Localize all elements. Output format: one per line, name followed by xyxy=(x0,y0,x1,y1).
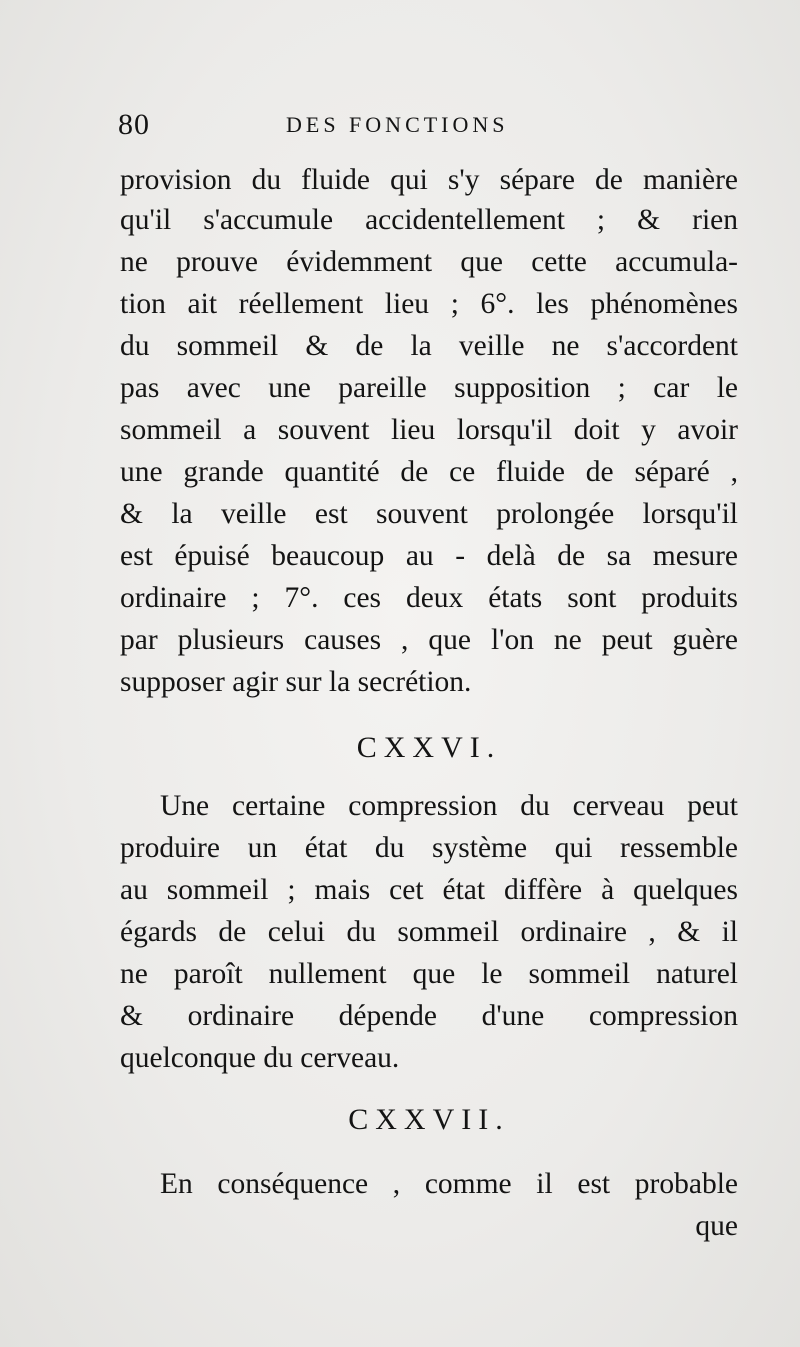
text-line: qu'il s'accumule accidentellement ; & rien xyxy=(120,204,738,236)
text-line: une grande quantité de ce fluide de séparé , xyxy=(120,456,738,488)
text-line: ne prouve évidemment que cette accumula- xyxy=(120,246,738,278)
text-line: quelconque du cerveau. xyxy=(120,1042,400,1074)
text-line: est épuisé beaucoup au - delà de sa mesure xyxy=(120,540,738,572)
text-line: En conséquence , comme il est probable xyxy=(160,1168,738,1200)
text-line: & la veille est souvent prolongée lorsqu'il xyxy=(120,498,738,530)
text-line: égards de celui du sommeil ordinaire , & il xyxy=(120,916,738,948)
text-line: ordinaire ; 7°. ces deux états sont produits xyxy=(120,582,738,614)
text-line: du sommeil & de la veille ne s'accordent xyxy=(120,330,738,362)
text-line: tion ait réellement lieu ; 6°. les phénomènes xyxy=(120,288,738,320)
text-line: au sommeil ; mais cet état diffère à quelques xyxy=(120,874,738,906)
text-line: Une certaine compression du cerveau peut xyxy=(160,790,738,822)
text-line: ne paroît nullement que le sommeil naturel xyxy=(120,958,738,990)
text-line: provision du fluide qui s'y sépare de manière xyxy=(120,164,738,196)
page-header xyxy=(118,108,738,148)
text-line: & ordinaire dépende d'une compression xyxy=(120,1000,738,1032)
section-heading: CXXVII. xyxy=(348,1103,510,1136)
text-line: pas avec une pareille supposition ; car le xyxy=(120,372,738,404)
text-line: par plusieurs causes , que l'on ne peut guère xyxy=(120,624,738,656)
page-number: 80 xyxy=(118,108,150,141)
running-head: DES FONCTIONS xyxy=(286,112,509,137)
text-line: produire un état du système qui ressemble xyxy=(120,832,738,864)
text-line: supposer agir sur la secrétion. xyxy=(120,666,472,698)
text-line: sommeil a souvent lieu lorsqu'il doit y avoir xyxy=(120,414,738,446)
catchword: que xyxy=(695,1210,738,1242)
section-heading: CXXVI. xyxy=(356,731,502,764)
